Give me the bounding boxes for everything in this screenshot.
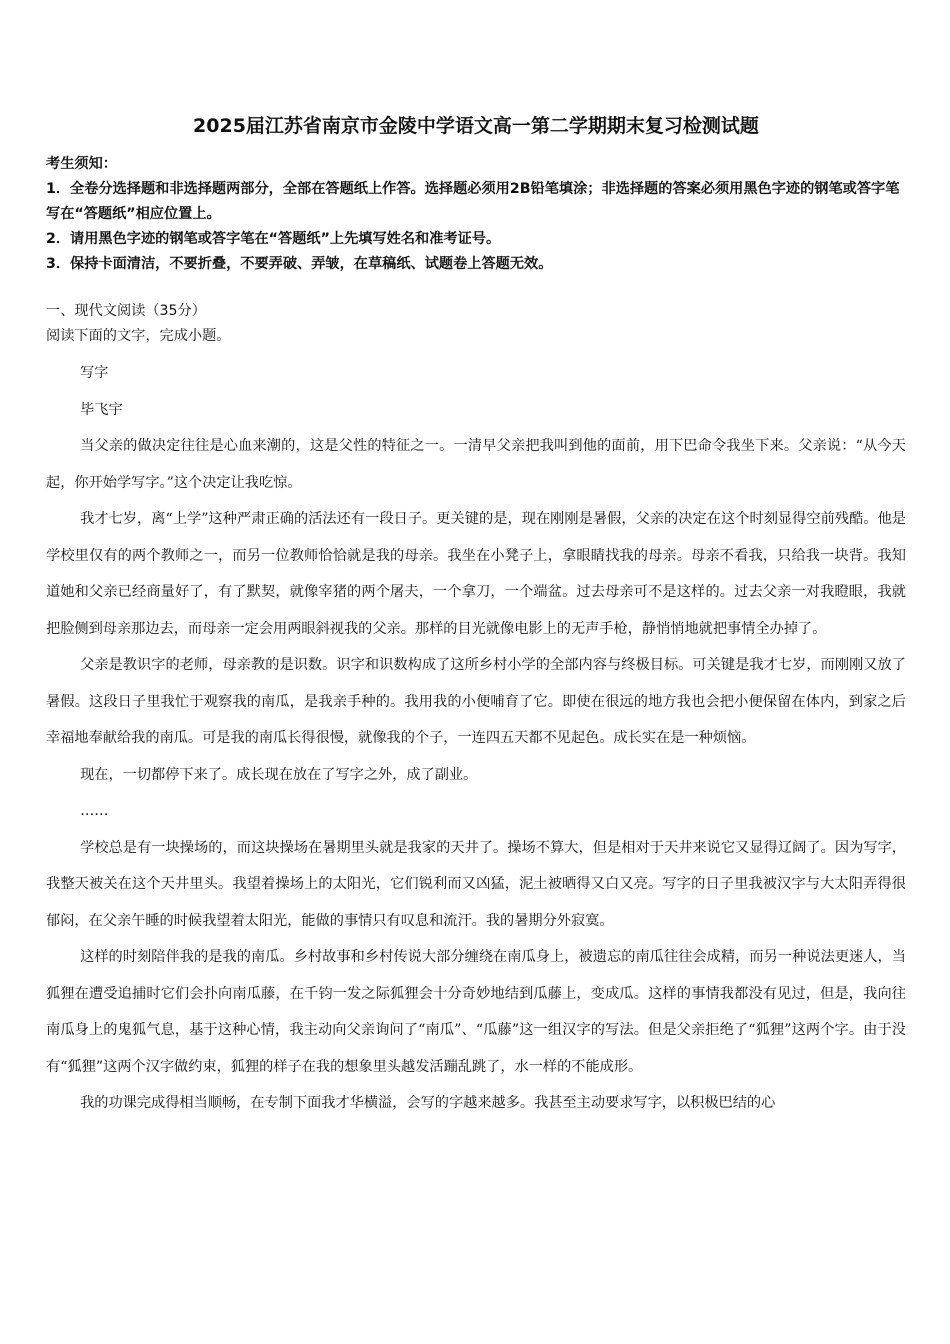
article-title: 写字	[80, 365, 109, 381]
article-paragraph: 我才七岁，离“上学”这种严肃正确的活法还有一段日子。更关键的是，现在刚刚是暑假，父亲的决定在这个时刻显得空前残酷。他是学校里仅有的两个教师之一，而另一位教师恰恰就是我的母亲。我坐在小凳子上，拿眼睛找我的母亲。母亲不看我，只给我一块背。我知道她和父亲已经商量好了，有了默契，就像宰猪的两个屠夫，一个拿刀，一个端盆。过去母亲可不是这样的。过去父亲一对我瞪眼，我就把脸侧到母亲那边去，而母亲一定会用两眼斜视我的父亲。那样的目光就像电影上的无声手枪，静悄悄地就把事情全办掉了。	[46, 511, 906, 637]
exam-page	[46, 112, 906, 1122]
article-author: 毕飞宇	[80, 401, 123, 418]
article-paragraph: 父亲是教识字的老师，母亲教的是识数。识字和识数构成了这所乡村小学的全部内容与终极目标。可关键是我才七岁，而刚刚又放了暑假。这段日子里我忙于观察我的南瓜，是我亲手种的。我用我的小便哺育了它。即使在很远的地方我也会把小便保留在体内，到家之后幸福地奉献给我的南瓜。可是我的南瓜长得很慢，就像我的个子，一连四五天都不见起色。成长实在是一种烦恼。	[46, 657, 906, 746]
candidate-notice	[46, 152, 906, 277]
section-heading: 一、现代文阅读（35分）	[46, 303, 206, 319]
document-title: 2025届江苏省南京市金陵中学语文高一第二学期期末复习检测试题	[193, 115, 759, 137]
section-intro: 阅读下面的文字，完成小题。	[46, 328, 231, 344]
notice-item-3: 3．保持卡面清洁，不要折叠，不要弄破、弄皱，在草稿纸、试题卷上答题无效。	[46, 256, 553, 272]
article-paragraph: 这样的时刻陪伴我的是我的南瓜。乡村故事和乡村传说大部分缠绕在南瓜身上，被遗忘的南瓜往往会成精，而另一种说法更迷人，当狐狸在遭受追捕时它们会扑向南瓜藤，在千钧一发之际狐狸会十分奇妙地结到瓜藤上，变成瓜。这样的事情我都没有见过，但是，我向往南瓜身上的鬼狐气息，基于这种心情，我主动向父亲询问了“南瓜”、“瓜藤”这一组汉字的写法。但是父亲拒绝了“狐狸”这两个字。由于没有“狐狸”这两个汉字做约束，狐狸的样子在我的想象里头越发活蹦乱跳了，水一样的不能成形。	[46, 949, 906, 1075]
article-paragraph: 现在，一切都停下来了。成长现在放在了写字之外，成了副业。	[80, 766, 478, 783]
article-paragraph: 当父亲的做决定往往是心血来潮的，这是父性的特征之一。一清早父亲把我叫到他的面前，用下巴命令我坐下来。父亲说：“从今天起，你开始学写字。”这个决定让我吃惊。	[46, 438, 906, 491]
notice-heading: 考生须知：	[46, 156, 117, 172]
article-paragraph: 学校总是有一块操场的，而这块操场在暑期里头就是我家的天井了。操场不算大，但是相对于天井来说它又显得辽阔了。因为写字，我整天被关在这个天井里头。我望着操场上的太阳光，它们锐利而又凶猛，泥土被晒得又白又亮。写字的日子里我被汉字与大太阳弄得很郁闷，在父亲午睡的时候我望着太阳光，能做的事情只有叹息和流汗。我的暑期分外寂寞。	[46, 839, 906, 929]
notice-item-2: 2．请用黑色字迹的钢笔或答字笔在“答题纸”上先填写姓名和准考证号。	[46, 231, 501, 247]
notice-item-1: 1．全卷分选择题和非选择题两部分，全部在答题纸上作答。选择题必须用2B铅笔填涂；非选择题的答案必须用黑色字迹的钢笔或答字笔写在“答题纸”相应位置上。	[46, 181, 900, 222]
reading-article	[46, 355, 906, 1122]
article-paragraph: 我的功课完成得相当顺畅，在专制下面我才华横溢，会写的字越来越多。我甚至主动要求写字，以积极巴结的心	[80, 1095, 776, 1111]
article-ellipsis: ……	[80, 803, 109, 819]
